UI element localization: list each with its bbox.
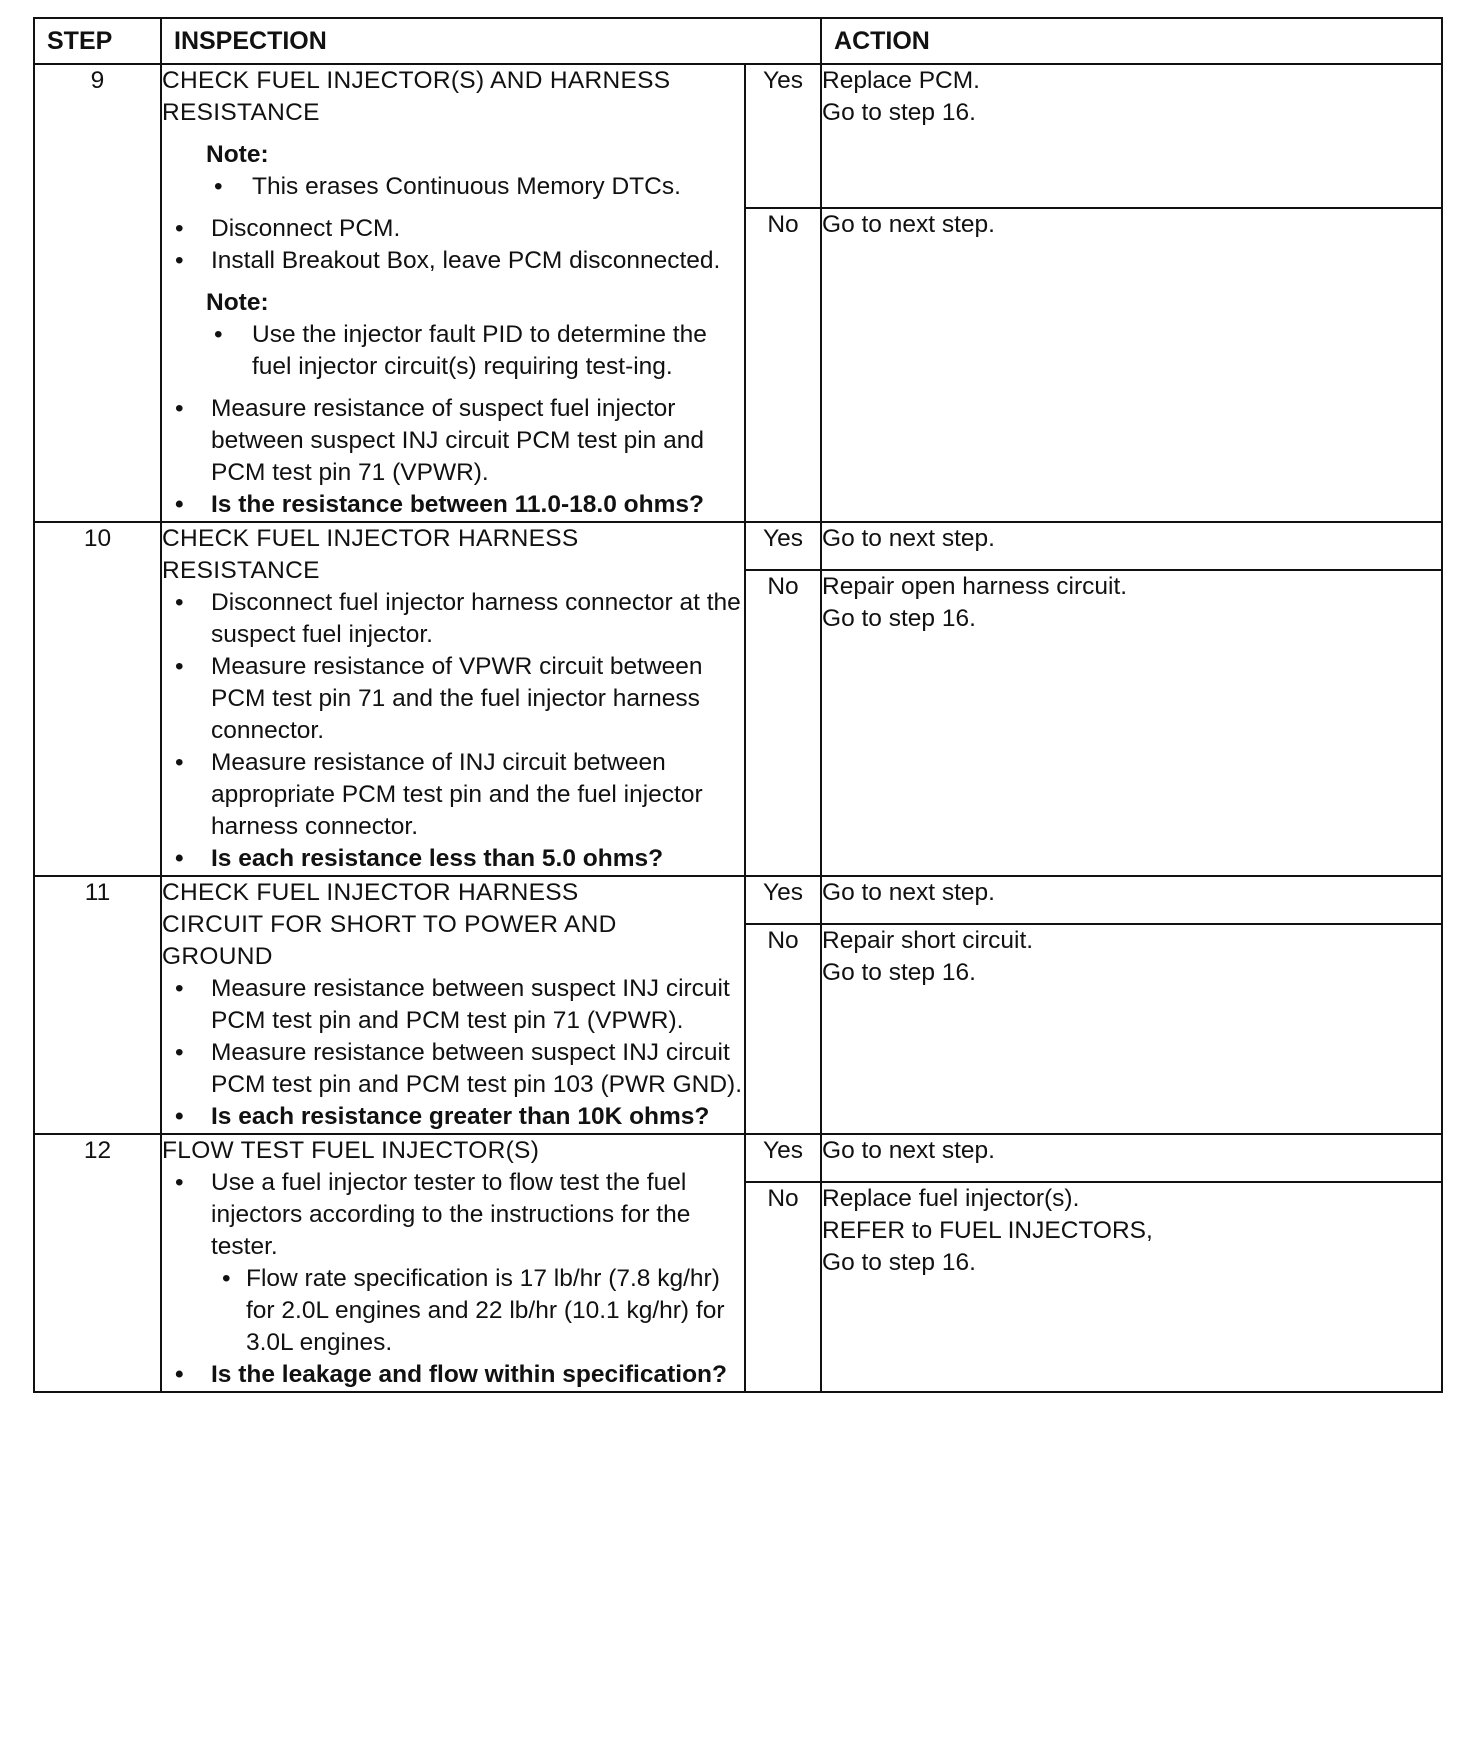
inspection-question: • Is each resistance greater than 10K ohms?: [162, 1101, 744, 1133]
note-label: Note:: [206, 141, 269, 168]
inspection-title: CHECK FUEL INJECTOR HARNESS: [162, 525, 579, 552]
inspection-title: GROUND: [162, 943, 273, 970]
action-line: Go to next step.: [822, 525, 995, 552]
diagnostic-page: [33, 17, 1441, 1393]
note-block: [206, 139, 744, 203]
action-line: Replace PCM.: [822, 67, 980, 94]
diagnostic-table: [33, 17, 1443, 1393]
inspection-bullet: • Install Breakout Box, leave PCM disconnected.: [162, 245, 744, 277]
step-number: 9: [34, 64, 161, 522]
inspection-title: CHECK FUEL INJECTOR(S) AND HARNESS: [162, 67, 671, 94]
no-label: No: [745, 208, 821, 522]
yes-action: [821, 522, 1442, 570]
header-row: [34, 18, 1442, 64]
no-label: No: [745, 1182, 821, 1392]
action-line: Go to step 16.: [822, 605, 976, 632]
yes-action: [821, 64, 1442, 208]
action-line: Go to next step.: [822, 879, 995, 906]
inspection-bullet: • Measure resistance of suspect fuel injector between suspect INJ circuit PCM test pin and PCM test pin 71 (VPWR).: [162, 393, 744, 489]
step-number: 10: [34, 522, 161, 876]
yes-label: Yes: [745, 64, 821, 208]
inspection-bullet: • Disconnect fuel injector harness connector at the suspect fuel injector.: [162, 587, 744, 651]
action-line: Go to step 16.: [822, 99, 976, 126]
note-item: • Use the injector fault PID to determine the fuel injector circuit(s) requiring test-ing.: [206, 319, 744, 383]
no-action: [821, 924, 1442, 1134]
inspection-bullet: • Measure resistance of VPWR circuit between PCM test pin 71 and the fuel injector harness connector.: [162, 651, 744, 747]
inspection-title: CIRCUIT FOR SHORT TO POWER AND: [162, 911, 617, 938]
header-step: STEP: [34, 18, 161, 64]
inspection-question: • Is the leakage and flow within specification?: [162, 1359, 744, 1391]
inspection-title: RESISTANCE: [162, 557, 320, 584]
action-line: Go to step 16.: [822, 959, 976, 986]
yes-label: Yes: [745, 876, 821, 924]
table-row: [34, 522, 1442, 570]
yes-label: Yes: [745, 1134, 821, 1182]
table-row: [34, 876, 1442, 924]
action-line: REFER to FUEL INJECTORS,: [822, 1217, 1153, 1244]
no-label: No: [745, 924, 821, 1134]
no-action: [821, 1182, 1442, 1392]
action-line: Go to next step.: [822, 1137, 995, 1164]
note-block: [206, 287, 744, 383]
inspection-title: CHECK FUEL INJECTOR HARNESS: [162, 879, 579, 906]
inspection-title: RESISTANCE: [162, 99, 320, 126]
inspection-cell: [161, 64, 745, 522]
table-row: [34, 64, 1442, 208]
inspection-sub-bullet: • Flow rate specification is 17 lb/hr (7.8 kg/hr) for 2.0L engines and 22 lb/hr (10.1 kg/hr) for 3.0L engines.: [162, 1263, 744, 1359]
inspection-cell: [161, 1134, 745, 1392]
action-line: Go to next step.: [822, 211, 995, 238]
inspection-bullet: • Measure resistance between suspect INJ circuit PCM test pin and PCM test pin 103 (PWR GND).: [162, 1037, 744, 1101]
note-item: • This erases Continuous Memory DTCs.: [206, 171, 744, 203]
inspection-bullet: • Measure resistance of INJ circuit between appropriate PCM test pin and the fuel injector harness connector.: [162, 747, 744, 843]
note-label: Note:: [206, 289, 269, 316]
inspection-cell: [161, 876, 745, 1134]
yes-action: [821, 876, 1442, 924]
no-action: [821, 208, 1442, 522]
step-number: 11: [34, 876, 161, 1134]
inspection-cell: [161, 522, 745, 876]
no-label: No: [745, 570, 821, 876]
no-action: [821, 570, 1442, 876]
yes-label: Yes: [745, 522, 821, 570]
inspection-title: FLOW TEST FUEL INJECTOR(S): [162, 1137, 540, 1164]
inspection-bullet: • Use a fuel injector tester to flow test the fuel injectors according to the instructions for the tester.: [162, 1167, 744, 1263]
yes-action: [821, 1134, 1442, 1182]
action-line: Repair short circuit.: [822, 927, 1034, 954]
action-line: Go to step 16.: [822, 1249, 976, 1276]
inspection-bullet: • Disconnect PCM.: [162, 213, 744, 245]
header-action: ACTION: [821, 18, 1442, 64]
action-line: Repair open harness circuit.: [822, 573, 1128, 600]
step-number: 12: [34, 1134, 161, 1392]
table-row: [34, 1134, 1442, 1182]
action-line: Replace fuel injector(s).: [822, 1185, 1080, 1212]
header-inspection: INSPECTION: [161, 18, 821, 64]
inspection-question: • Is each resistance less than 5.0 ohms?: [162, 843, 744, 875]
inspection-question: • Is the resistance between 11.0-18.0 ohms?: [162, 489, 744, 521]
inspection-bullet: • Measure resistance between suspect INJ circuit PCM test pin and PCM test pin 71 (VPWR).: [162, 973, 744, 1037]
